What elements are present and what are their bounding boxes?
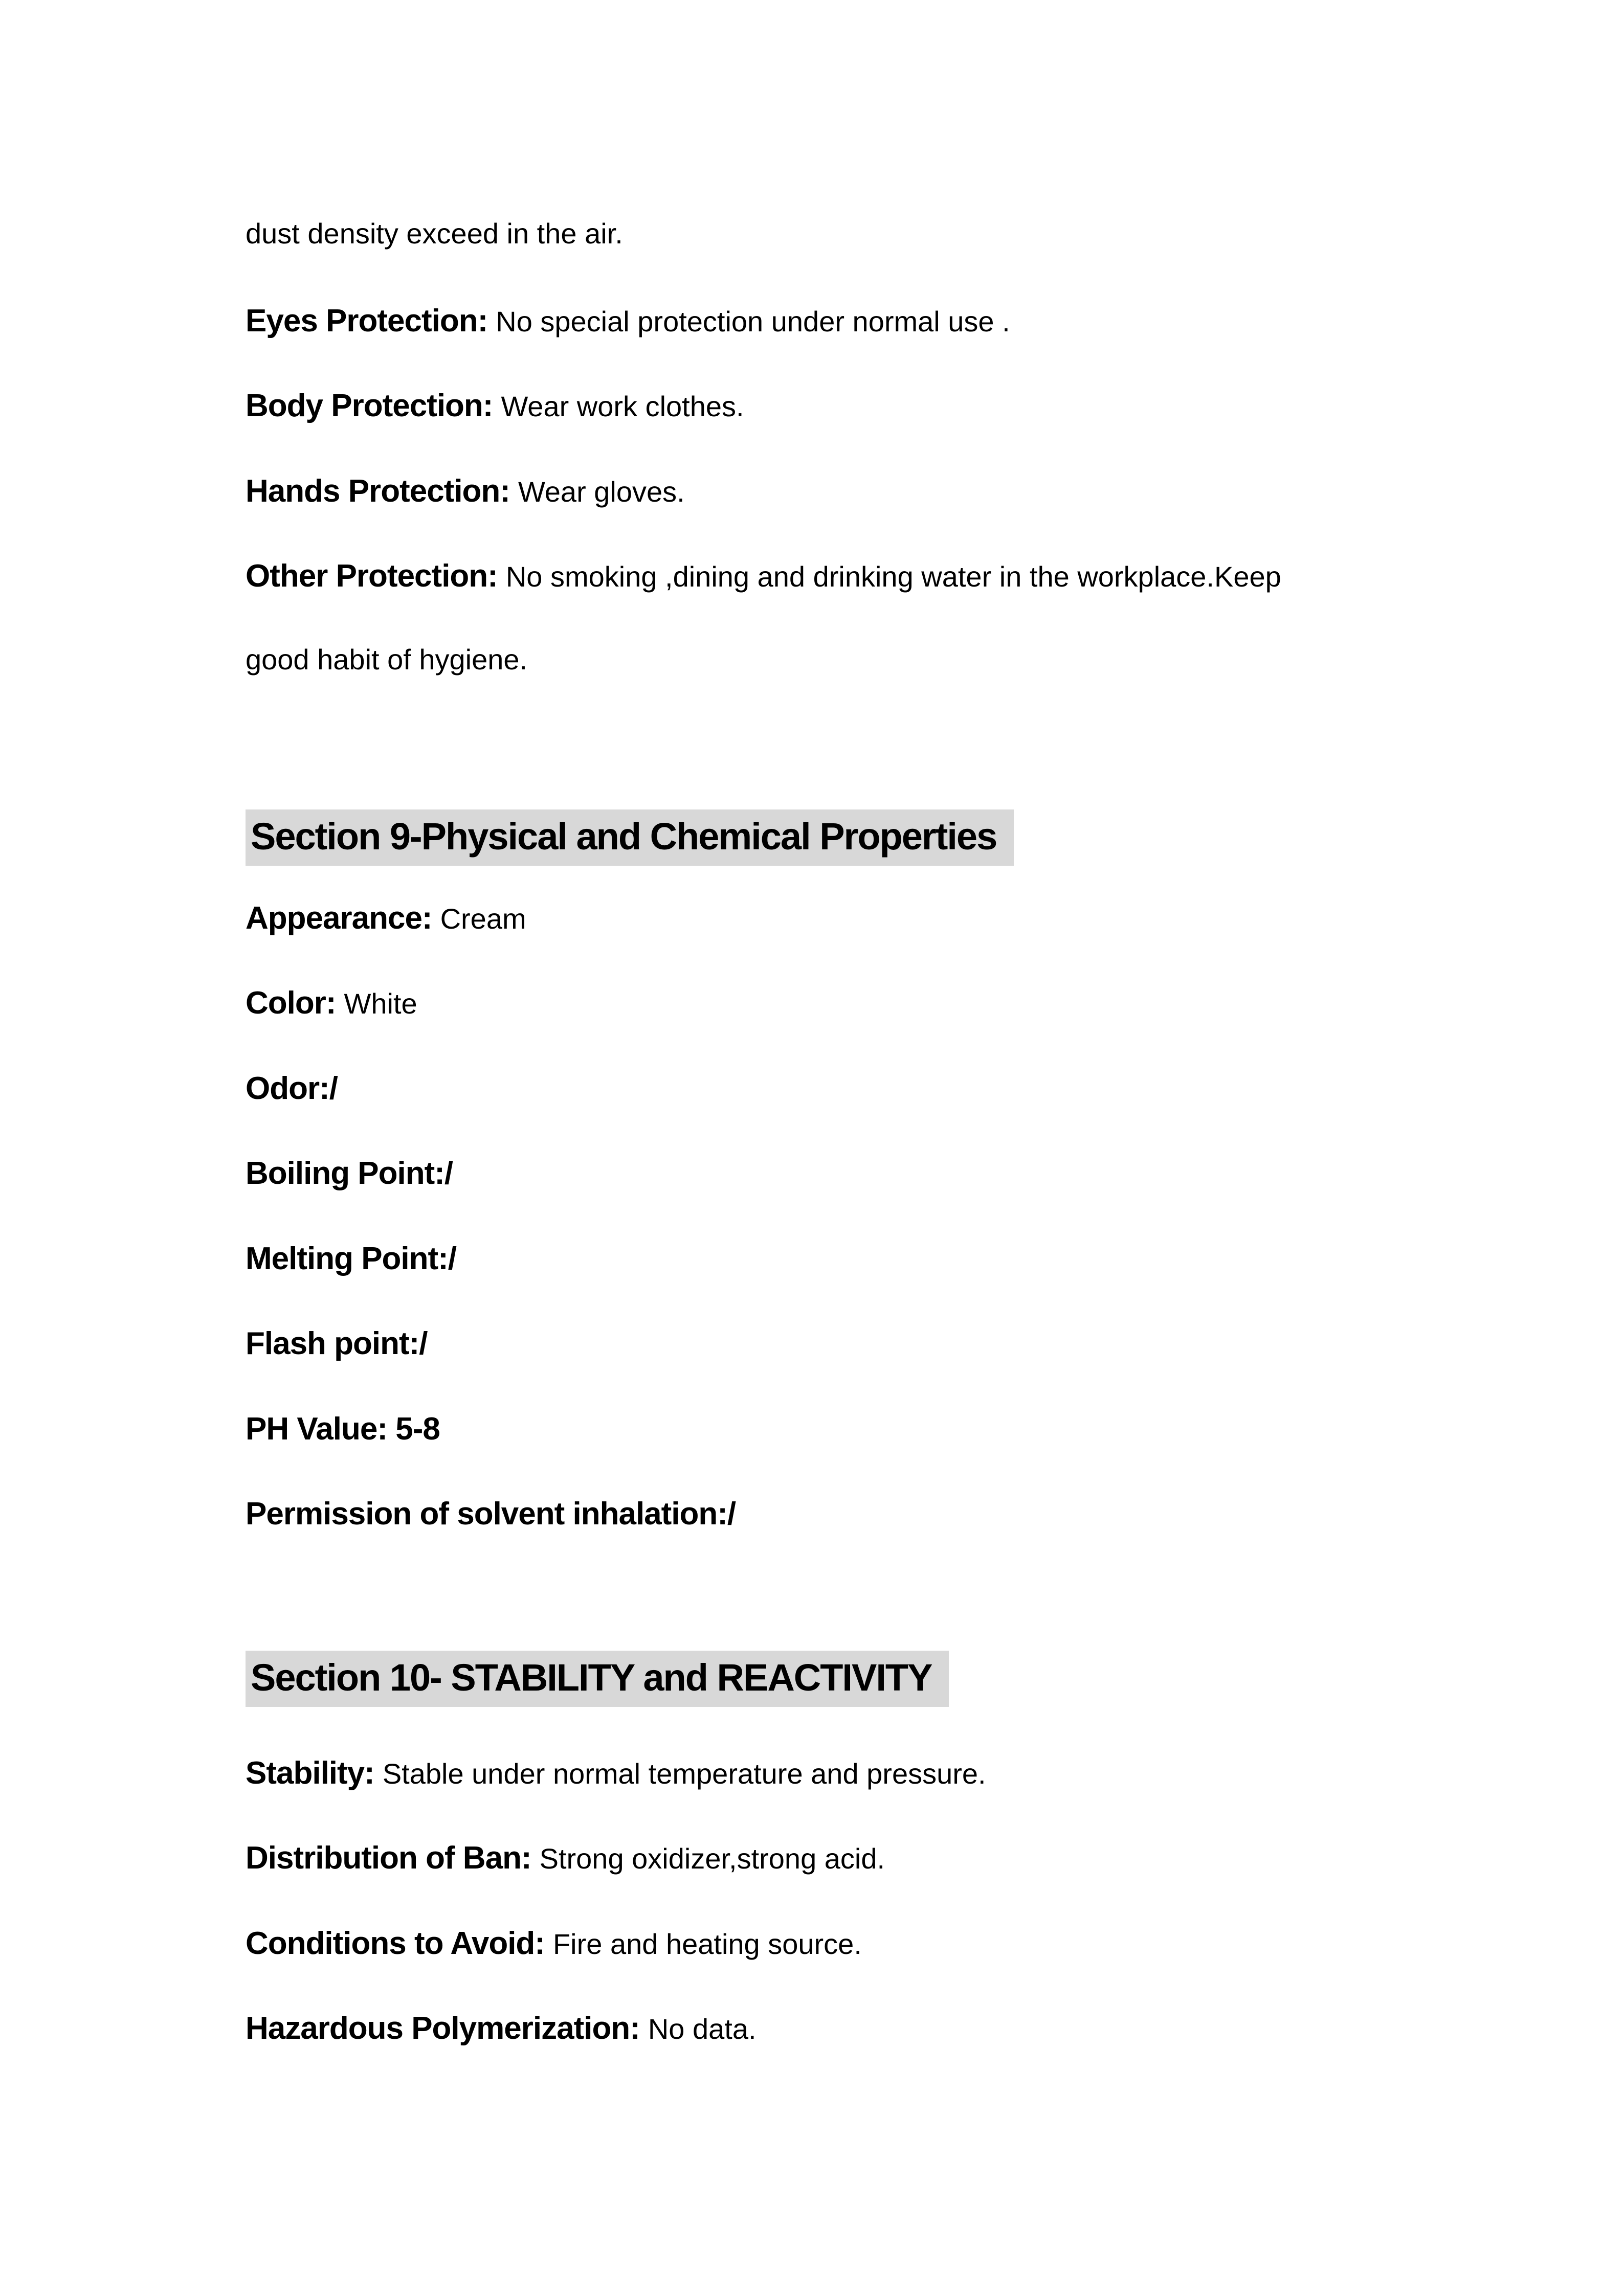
field-flash-point <box>246 1325 428 1362</box>
field-label: Other Protection: <box>246 558 498 594</box>
field-value: Stable under normal temperature and pressure. <box>382 1758 986 1790</box>
field-appearance <box>246 900 526 936</box>
field-hands-protection <box>246 473 685 509</box>
field-value: Cream <box>440 903 526 935</box>
field-label: Odor:/ <box>246 1071 338 1106</box>
field-value: No special protection under normal use . <box>496 305 1010 337</box>
field-melting-point <box>246 1241 456 1277</box>
field-conditions-to-avoid <box>246 1925 862 1962</box>
field-label: Eyes Protection: <box>246 303 488 339</box>
field-label: Appearance: <box>246 901 432 936</box>
field-label: Melting Point:/ <box>246 1241 457 1276</box>
field-hazardous-polymerization <box>246 2010 757 2046</box>
field-boiling-point <box>246 1155 453 1191</box>
field-distribution-of-ban <box>246 1840 885 1876</box>
field-stability <box>246 1755 986 1791</box>
field-label: Distribution of Ban: <box>246 1840 531 1876</box>
field-ph-value <box>246 1411 440 1447</box>
field-label: Stability: <box>246 1755 374 1791</box>
field-label: Flash point:/ <box>246 1326 428 1361</box>
field-solvent-inhalation <box>246 1496 736 1532</box>
field-label: Hazardous Polymerization: <box>246 2011 640 2046</box>
field-color <box>246 985 417 1021</box>
field-value: Wear gloves. <box>518 476 685 508</box>
field-value: Wear work clothes. <box>501 390 744 422</box>
field-other-protection <box>246 558 1281 594</box>
section-9-heading: Section 9-Physical and Chemical Properties <box>246 809 1014 866</box>
field-odor <box>246 1070 338 1107</box>
line-text: good habit of hygiene. <box>246 643 528 676</box>
body-line-continuation <box>246 217 623 250</box>
field-label: Color: <box>246 985 336 1021</box>
field-label: Hands Protection: <box>246 474 510 509</box>
field-label: Body Protection: <box>246 388 493 423</box>
field-label: Boiling Point:/ <box>246 1156 453 1191</box>
field-label: Conditions to Avoid: <box>246 1926 545 1961</box>
field-eyes-protection <box>246 303 1010 339</box>
field-value: Strong oxidizer,strong acid. <box>539 1842 885 1875</box>
line-text: dust density exceed in the air. <box>246 217 623 250</box>
field-label: PH Value: 5-8 <box>246 1411 440 1447</box>
field-label: Permission of solvent inhalation:/ <box>246 1496 736 1532</box>
field-value: White <box>344 987 417 1020</box>
body-line-continuation <box>246 643 527 676</box>
section-10-heading: Section 10- STABILITY and REACTIVITY <box>246 1651 949 1707</box>
field-body-protection <box>246 388 744 424</box>
field-value: No data. <box>648 2013 757 2045</box>
field-value: No smoking ,dining and drinking water in the workplace.Keep <box>505 560 1281 593</box>
field-value: Fire and heating source. <box>552 1928 862 1960</box>
